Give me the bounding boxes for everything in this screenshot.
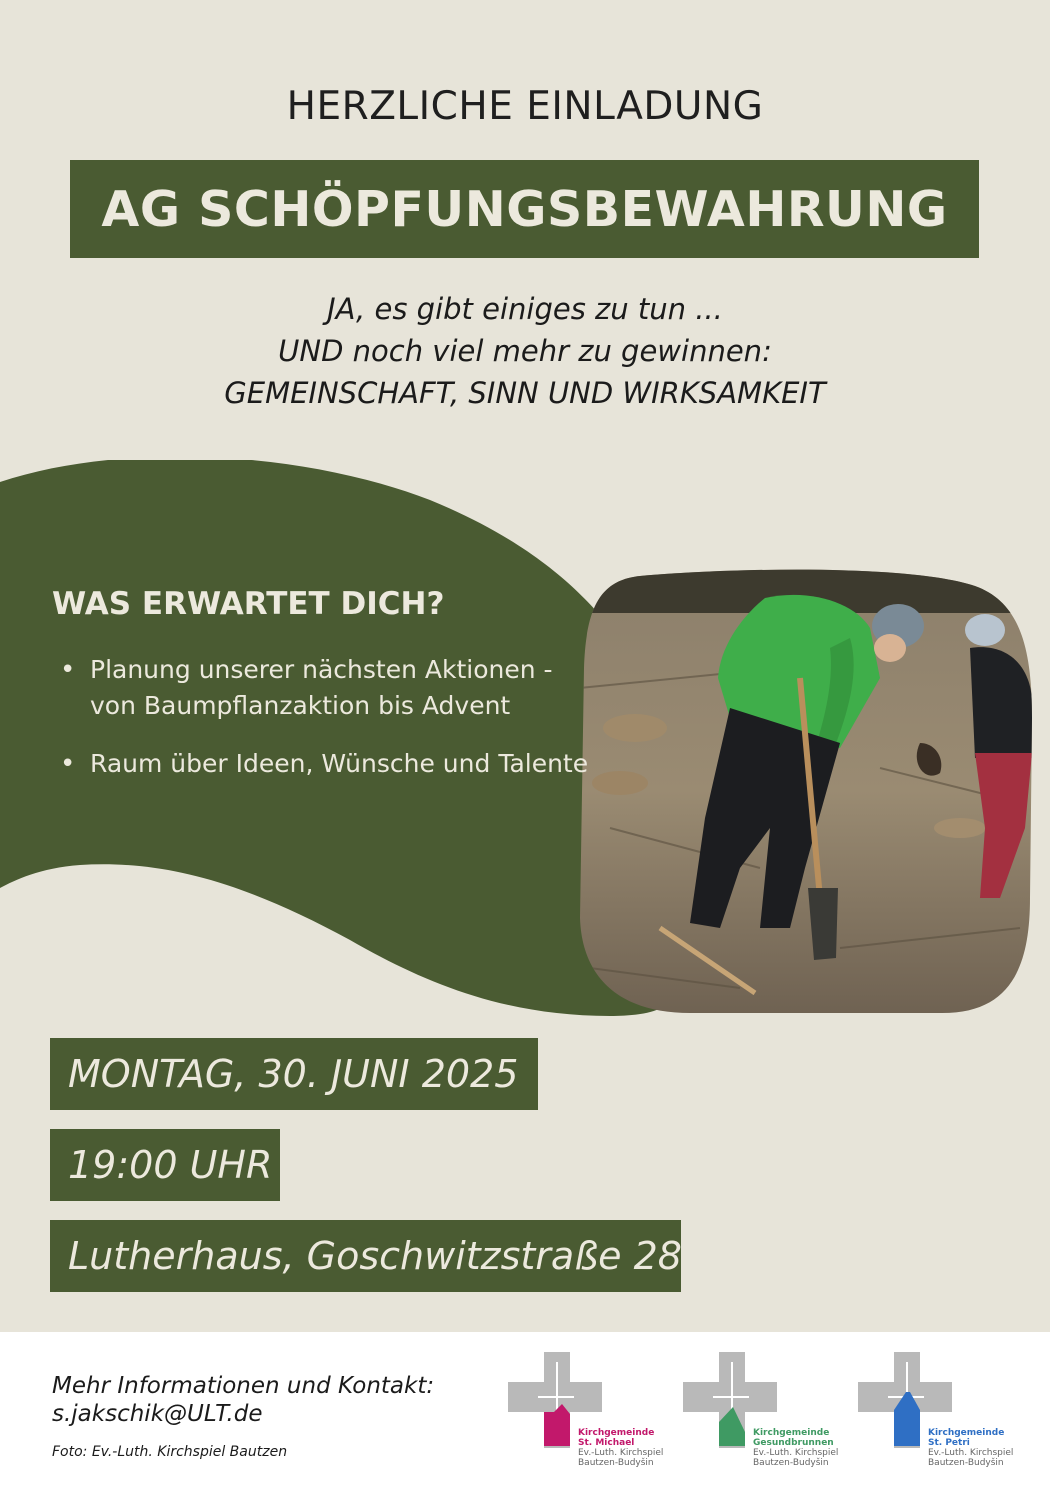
logo-st-michael — [508, 1352, 668, 1472]
logo-gesundbrunnen — [683, 1352, 843, 1472]
photo-credit: Foto: Ev.-Luth. Kirchspiel Bautzen — [52, 1444, 288, 1460]
tagline-line-2: UND noch viel mehr zu gewinnen: — [278, 334, 772, 368]
tagline-line-1: JA, es gibt einiges zu tun ... — [327, 292, 723, 326]
section-heading: WAS ERWARTET DICH? — [52, 586, 445, 622]
logo-st-petri — [858, 1352, 1018, 1472]
tree-planting-photo — [580, 568, 1035, 1014]
logo-name-line2: Gesundbrunnen — [753, 1438, 834, 1448]
title-banner — [70, 160, 979, 258]
list-item: • Raum über Ideen, Wünsche und Talente — [52, 746, 592, 782]
logo-sub-line2: Bautzen-Budyšin — [753, 1458, 829, 1468]
list-item: • Planung unserer nächsten Aktionen - von Baumpflanzaktion bis Advent — [52, 652, 592, 724]
tagline — [0, 288, 1050, 414]
contact-info — [52, 1372, 434, 1428]
logo-sub-line1: Ev.-Luth. Kirchspiel — [753, 1448, 839, 1458]
logo-name-line2: St. Michael — [578, 1438, 635, 1448]
logo-name-line1: Kirchgemeinde — [753, 1428, 830, 1438]
event-time: 19:00 UHR — [50, 1129, 280, 1201]
logo-name-line2: St. Petri — [928, 1438, 970, 1448]
contact-email[interactable]: s.jakschik@ULT.de — [52, 1401, 263, 1427]
event-title: AG SCHÖPFUNGSBEWAHRUNG — [101, 180, 948, 238]
logo-sub-line1: Ev.-Luth. Kirchspiel — [578, 1448, 664, 1458]
logo-name-line1: Kirchgemeinde — [928, 1428, 1005, 1438]
event-date: MONTAG, 30. JUNI 2025 — [50, 1038, 538, 1110]
tagline-line-3: GEMEINSCHAFT, SINN UND WIRKSAMKEIT — [224, 376, 826, 410]
expectation-list — [52, 652, 592, 804]
logo-sub-line1: Ev.-Luth. Kirchspiel — [928, 1448, 1014, 1458]
logo-sub-line2: Bautzen-Budyšin — [578, 1458, 654, 1468]
event-location: Lutherhaus, Goschwitzstraße 28 — [50, 1220, 681, 1292]
invitation-kicker: HERZLICHE EINLADUNG — [286, 84, 764, 129]
logo-sub-line2: Bautzen-Budyšin — [928, 1458, 1004, 1468]
logo-name-line1: Kirchgemeinde — [578, 1428, 655, 1438]
contact-label: Mehr Informationen und Kontakt: — [52, 1373, 435, 1399]
